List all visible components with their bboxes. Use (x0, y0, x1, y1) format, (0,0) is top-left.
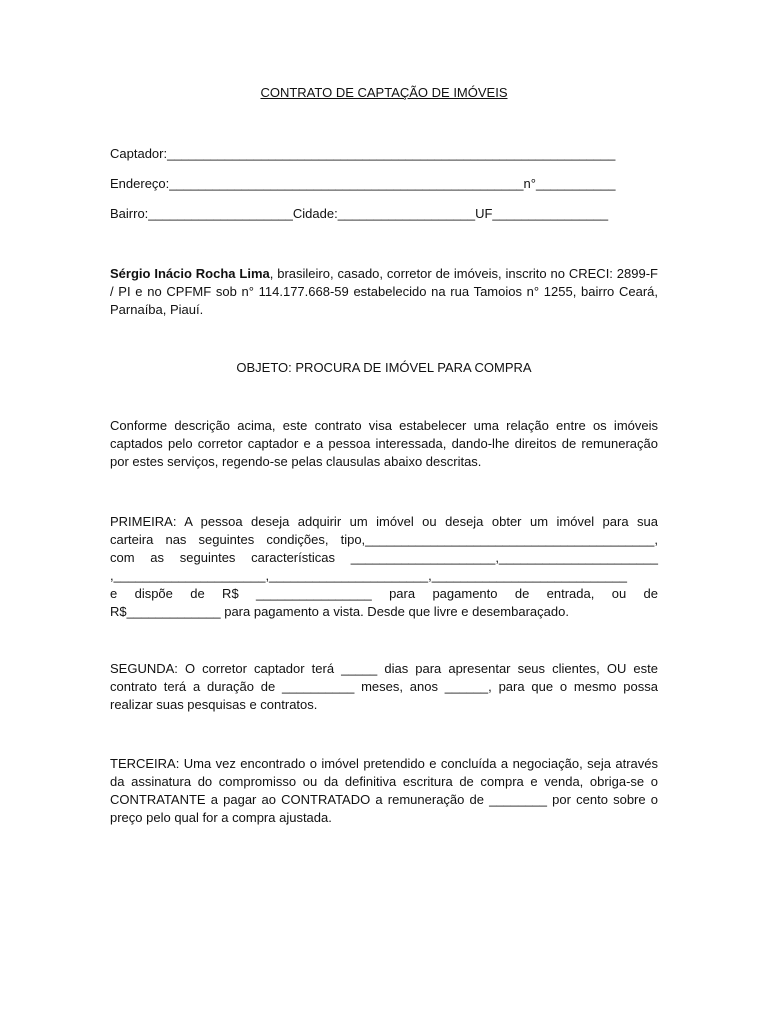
clause-primeira (110, 513, 658, 621)
broker-name: Sérgio Inácio Rocha Lima (110, 266, 270, 281)
intro-paragraph (110, 265, 658, 319)
document-title (0, 84, 768, 102)
clause-segunda: SEGUNDA: O corretor captador terá _____ dias para apresentar seus clientes, OU este contrato terá a duração de __________ meses, anos ______, para que o mesmo possa realizar suas pesquisas e contratos. (110, 661, 658, 712)
clause-terceira: TERCEIRA: Uma vez encontrado o imóvel pretendido e concluída a negociação, seja através da assinatura do compromisso ou da definitiva escritura de compra e venda, obriga-se o CONTRATANTE a pagar ao CONTRATADO a remuneração de ________ por cento sobre o preço pelo qual for a compra ajustada. (110, 756, 658, 825)
primeira-line-3: com as seguintes características ____________________,______________________ (110, 550, 658, 565)
primeira-line-4: ,_____________________,______________________,___________________________ (110, 568, 627, 583)
document-title-text: CONTRATO DE CAPTAÇÃO DE IMÓVEIS (260, 85, 508, 100)
endereco-field: Endereço:_________________________________________________n°___________ (110, 176, 616, 191)
objeto-heading: OBJETO: PROCURA DE IMÓVEL PARA COMPRA (236, 360, 532, 375)
broker-details: , brasileiro, casado, corretor de imóveis, inscrito no CRECI: 2899-F / PI e no CPFMF sob n° 114.177.668-59 estabelecido na rua Tamoios n° 1255, bairro Ceará, Parnaíba, Piauí. (110, 266, 658, 317)
primeira-line-5: e dispõe de R$ ________________ para pagamento de entrada, ou de (110, 586, 658, 601)
primeira-line-6: R$_____________ para pagamento a vista. Desde que livre e desembaraçado. (110, 604, 569, 619)
primeira-line-2: carteira nas seguintes condições, tipo,________________________________________, (110, 532, 658, 547)
preambulo-paragraph: Conforme descrição acima, este contrato visa estabelecer uma relação entre os imóveis captados pelo corretor captador e a pessoa interessada, dando-lhe direitos de remuneração por estes serviços, regendo-se pelas clausulas abaixo descritas. (110, 418, 658, 469)
captador-field: Captador:______________________________________________________________ (110, 146, 616, 161)
bairro-cidade-uf-field: Bairro:____________________Cidade:___________________UF________________ (110, 206, 609, 221)
primeira-line-1: PRIMEIRA: A pessoa deseja adquirir um imóvel ou deseja obter um imóvel para sua (110, 514, 658, 529)
